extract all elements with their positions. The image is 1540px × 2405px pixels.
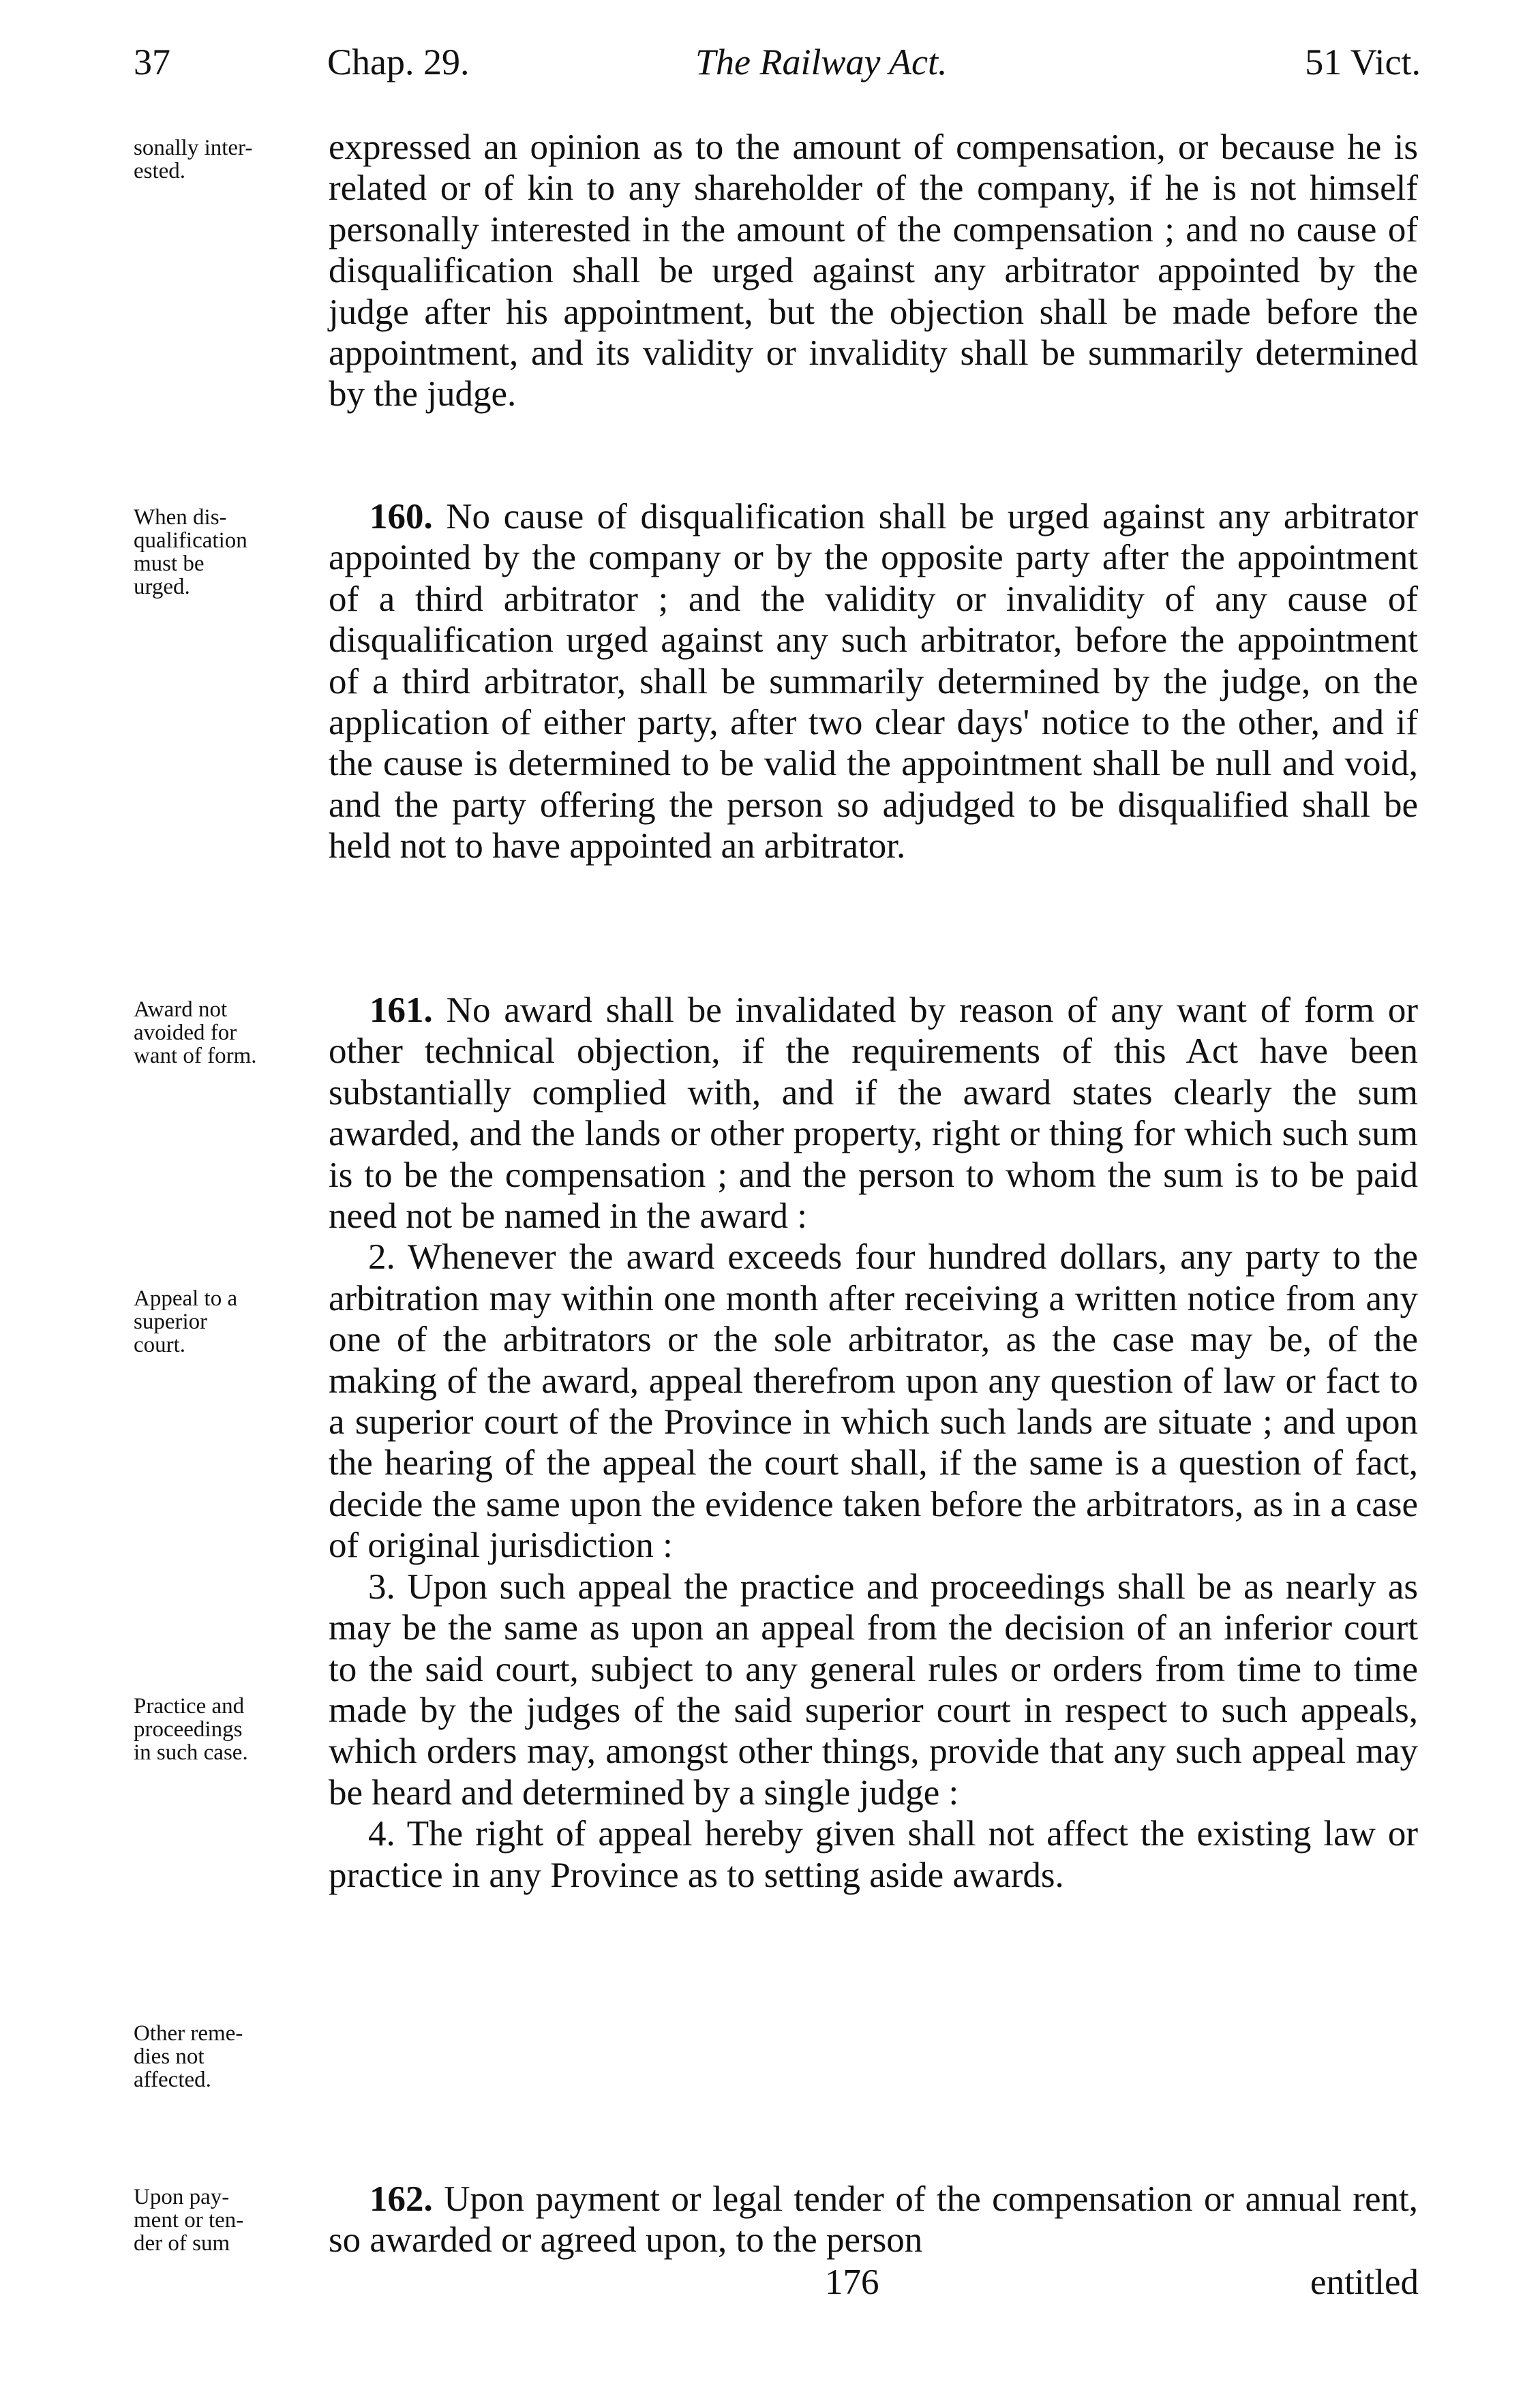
header-regnal-year: 51 Vict. (1305, 42, 1421, 82)
running-header (0, 41, 1540, 95)
section-number: 162. (369, 2179, 433, 2219)
margin-note-line: avoided for (134, 1020, 237, 1045)
catchword: entitled (1310, 2263, 1419, 2302)
margin-note-line: Award not (134, 997, 228, 1022)
margin-note-line: When dis- (134, 505, 227, 530)
margin-note-line: Upon pay- (134, 2185, 230, 2209)
margin-note-line: dies not (134, 2044, 205, 2069)
header-chapter: Chap. 29. (327, 42, 470, 82)
section-number: 161. (369, 990, 433, 1030)
section-162 (329, 2179, 1418, 2261)
margin-note-line: court. (134, 1333, 186, 1357)
subsection-3: 3. Upon such appeal the practice and proceedings shall be as nearly as may be the same as upon an appeal from the decision of an inferior court to the said court, subject to any general rules or orders from time to time made by the judges of the said superior court in respect to such appeals, which orders may, amongst other things, provide that any such appeal may be heard and determined by a single judge : (329, 1567, 1418, 1813)
subsection-2: 2. Whenever the award exceeds four hundred dollars, any party to the arbitration may within one month after receiving a written notice from any one of the arbitrators or the sole arbitrator, as the case may be, of the making of the award, appeal therefrom upon any question of law or fact to a superior court of the Province in which such lands are situate ; and upon the hearing of the appeal the court shall, if the same is a question of fact, decide the same upon the evidence taken before the arbitrators, as in a case of original jurisdiction : (329, 1237, 1418, 1566)
section-160 (329, 496, 1418, 867)
margin-note-award-form (134, 998, 311, 1068)
margin-note-line: ment or ten- (134, 2208, 244, 2233)
margin-note-disqualification (134, 506, 311, 599)
section-number: 160. (369, 497, 433, 536)
margin-note-line: Appeal to a (134, 1286, 238, 1311)
page-footer (0, 2262, 1540, 2310)
margin-note-line: must be (134, 551, 205, 576)
section-161 (329, 990, 1418, 1896)
margin-note-line: proceedings (134, 1717, 243, 1742)
margin-note-payment (134, 2185, 311, 2255)
margin-note-practice (134, 1695, 311, 1764)
page-number: 176 (825, 2263, 879, 2302)
paragraph-text (329, 990, 1418, 1237)
margin-note-line: ested. (134, 159, 186, 183)
margin-note-line: affected. (134, 2068, 211, 2092)
margin-note-interested (134, 136, 311, 183)
margin-note-line: Practice and (134, 1694, 245, 1719)
margin-note-line: der of sum (134, 2231, 230, 2256)
margin-note-line: urged. (134, 575, 190, 599)
margin-note-line: in such case. (134, 1740, 248, 1765)
margin-note-line: superior (134, 1310, 208, 1334)
margin-note-line: sonally inter- (134, 136, 253, 160)
header-title: The Railway Act. (695, 42, 948, 82)
paragraph-text (329, 496, 1418, 867)
margin-note-other-remedies (134, 2022, 311, 2091)
subsection-4: 4. The right of appeal hereby given shall not affect the existing law or practice in any Province as to setting aside awards. (329, 1814, 1418, 1895)
margin-note-line: want of form. (134, 1044, 257, 1068)
section-text: No cause of disqualification shall be urged against any arbitrator appointed by the company or by the opposite party after the appointment of a third arbitrator ; and the validity or invalidity of any cause of disqualification urged against any such arbitrator, before the appointment of a third arbitrator, shall be summarily determined by the judge, on the application of either party, after two clear days' notice to the other, and if the cause is determined to be valid the appointment shall be null and void, and the party offering the person so adjudged to be disqualified shall be held not to have appointed an arbitrator. (329, 497, 1418, 866)
section-text: Upon payment or legal tender of the compensation or annual rent, so awarded or agreed upon, to the person (329, 2179, 1418, 2260)
section-text: No award shall be invalidated by reason of any want of form or other technical objection, if the requirements of this Act have been substantially complied with, and if the award states clearly the sum awarded, and the lands or other property, right or thing for which such sum is to be the compensation ; and the person to whom the sum is to be paid need not be named in the award : (329, 990, 1418, 1237)
margin-note-appeal (134, 1287, 311, 1357)
paragraph-text (329, 2179, 1418, 2261)
margin-note-line: qualification (134, 528, 247, 553)
header-page-ref: 37 (134, 42, 170, 82)
margin-note-line: Other reme- (134, 2021, 243, 2046)
paragraph-continuation (329, 127, 1418, 415)
paragraph-text: expressed an opinion as to the amount of compensation, or because he is related or of kin to any shareholder of the company, if he is not himself personally interested in the amount of the compensation ; and no cause of disqualification shall be urged against any arbitrator appointed by the judge after his appointment, but the objection shall be made before the appointment, and its validity or invalidity shall be summarily determined by the judge. (329, 127, 1418, 414)
